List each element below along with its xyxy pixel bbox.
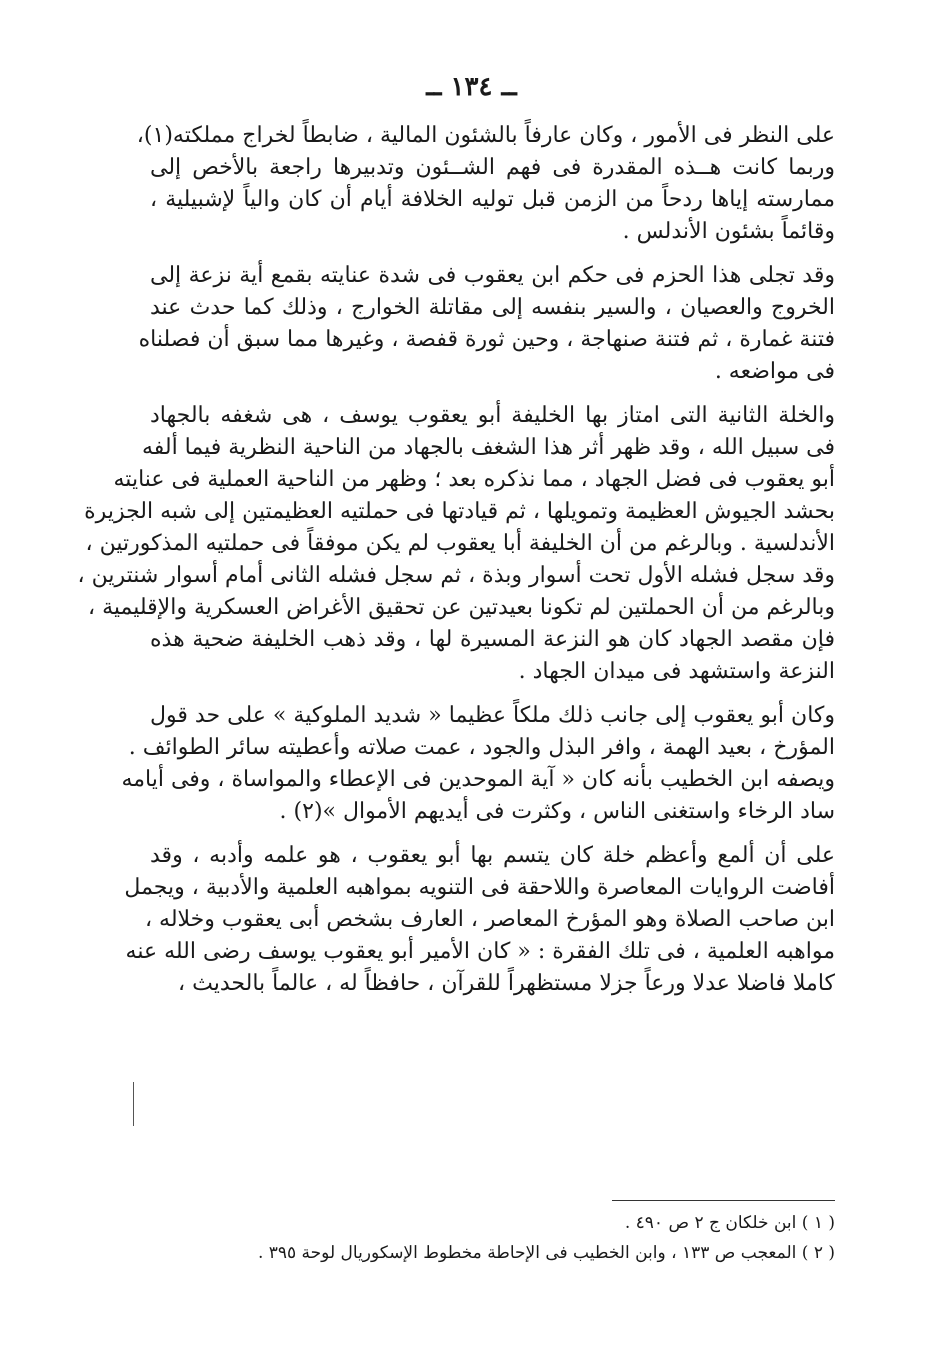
paragraph-2-line-2: الخروج والعصيان ، والسير بنفسه إلى مقاتلة الخوارج ، وذلك كما حدث عند xyxy=(150,295,835,320)
page-number: ــ ١٣٤ ــ xyxy=(426,72,517,102)
paragraph-3-line-2: فى سبيل الله ، وقد ظهر أثر هذا الشغف بالجهاد من الناحية النظرية فيما ألفه xyxy=(141,435,835,460)
paragraph-4-line-4: ساد الرخاء واستغنى الناس ، وكثرت فى أيديهم الأموال »(٢) . xyxy=(279,799,835,824)
footnotes xyxy=(150,1208,835,1268)
footnote-divider xyxy=(612,1200,835,1201)
paragraph-1-line-3: ممارسته إياها ردحاً من الزمن قبل توليه الخلافة أيام أن كان والياً لإشبيلية ، xyxy=(150,187,835,212)
paragraph-3-line-9: النزعة واستشهد فى ميدان الجهاد . xyxy=(518,659,835,684)
paragraph-2-line-4: فى مواضعه . xyxy=(714,359,835,384)
paragraph-2-line-3: فتنة غمارة ، ثم فتنة صنهاجة ، وحين ثورة قفصة ، وغيرها مما سبق أن فصلناه xyxy=(138,327,835,352)
paragraph-2-line-1: وقد تجلى هذا الحزم فى حكم ابن يعقوب فى شدة عنايته بقمع أية نزعة إلى xyxy=(150,263,835,288)
paragraph-5-line-5: كاملا فاضلا عدلا ورعاً جزلا مستظهراً للقرآن ، حافظاً له ، عالماً بالحديث ، xyxy=(178,971,835,996)
margin-mark xyxy=(133,1082,134,1126)
paragraph-5-line-3: ابن صاحب الصلاة وهو المؤرخ المعاصر ، العارف بشخص أبى يعقوب وخلاله ، xyxy=(144,907,835,932)
paragraph-gap xyxy=(150,688,835,700)
paragraph-4-line-2: المؤرخ ، بعيد الهمة ، وافر البذل والجود ، عمت صلاته وأعطيته سائر الطوائف . xyxy=(128,735,835,760)
paragraph-3-line-5: الأندلسية . وبالرغم من أن الخليفة أبا يعقوب لم يكن موفقاً فى حملتيه المذكورتين ، xyxy=(85,531,835,556)
paragraph-gap xyxy=(150,248,835,260)
paragraph-5-line-4: مواهبه العلمية ، فى تلك الفقرة : « كان الأمير أبو يعقوب يوسف رضى الله عنه xyxy=(125,939,835,964)
paragraph-1-line-2: وربما كانت هــذه المقدرة فى فهم الشــئون وتدبيرها راجعة بالأخص إلى xyxy=(150,155,835,180)
paragraph-4-line-3: ويصفه ابن الخطيب بأنه كان « آية الموحدين فى الإعطاء والمواساة ، وفى أيامه xyxy=(121,767,835,792)
paragraph-5-line-2: أفاضت الروايات المعاصرة واللاحقة فى التنويه بمواهبه العلمية والأدبية ، ويجمل xyxy=(124,875,835,900)
footnote-2: ( ٢ ) المعجب ص ١٣٣ ، وابن الخطيب فى الإحاطة مخطوط الإسكوريال لوحة ٣٩٥ . xyxy=(257,1243,835,1263)
paragraph-3-line-1: والخلة الثانية التى امتاز بها الخليفة أبو يعقوب يوسف ، هى شغفه بالجهاد xyxy=(150,403,835,428)
paragraph-1-line-1: على النظر فى الأمور ، وكان عارفاً بالشئون المالية ، ضابطاً لخراج مملكته(١)، xyxy=(136,123,835,148)
paragraph-4-line-1: وكان أبو يعقوب إلى جانب ذلك ملكاً عظيما « شديد الملوكية » على حد قول xyxy=(150,703,835,728)
paragraph-3-line-4: بحشد الجيوش العظيمة وتمويلها ، ثم قيادتها فى حملتيه العظيمتين إلى شبه الجزيرة xyxy=(84,499,835,524)
footnote-1: ( ١ ) ابن خلكان ج ٢ ص ٤٩٠ . xyxy=(624,1213,835,1233)
paragraph-3-line-7: وبالرغم من أن الحملتين لم تكونا بعيدتين عن تحقيق الأغراض العسكرية والإقليمية ، xyxy=(87,595,835,620)
paragraph-5-line-1: على أن ألمع وأعظم خلة كان يتسم بها أبو يعقوب ، هو علمه وأدبه ، وقد xyxy=(150,843,835,868)
paragraph-3-line-8: فإن مقصد الجهاد كان هو النزعة المسيرة لها ، وقد ذهب الخليفة ضحية هذه xyxy=(150,627,835,652)
paragraph-gap xyxy=(150,388,835,400)
paragraph-3-line-3: أبو يعقوب فى فضل الجهاد ، مما نذكره بعد ؛ وظهر من الناحية العملية فى عنايته xyxy=(113,467,835,492)
paragraph-gap xyxy=(150,828,835,840)
body-text xyxy=(77,120,835,1000)
paragraph-3-line-6: وقد سجل فشله الأول تحت أسوار وبذة ، ثم سجل فشله الثانى أمام أسوار شنترين ، xyxy=(77,563,835,588)
paragraph-1-line-4: وقائماً بشئون الأندلس . xyxy=(622,219,835,244)
